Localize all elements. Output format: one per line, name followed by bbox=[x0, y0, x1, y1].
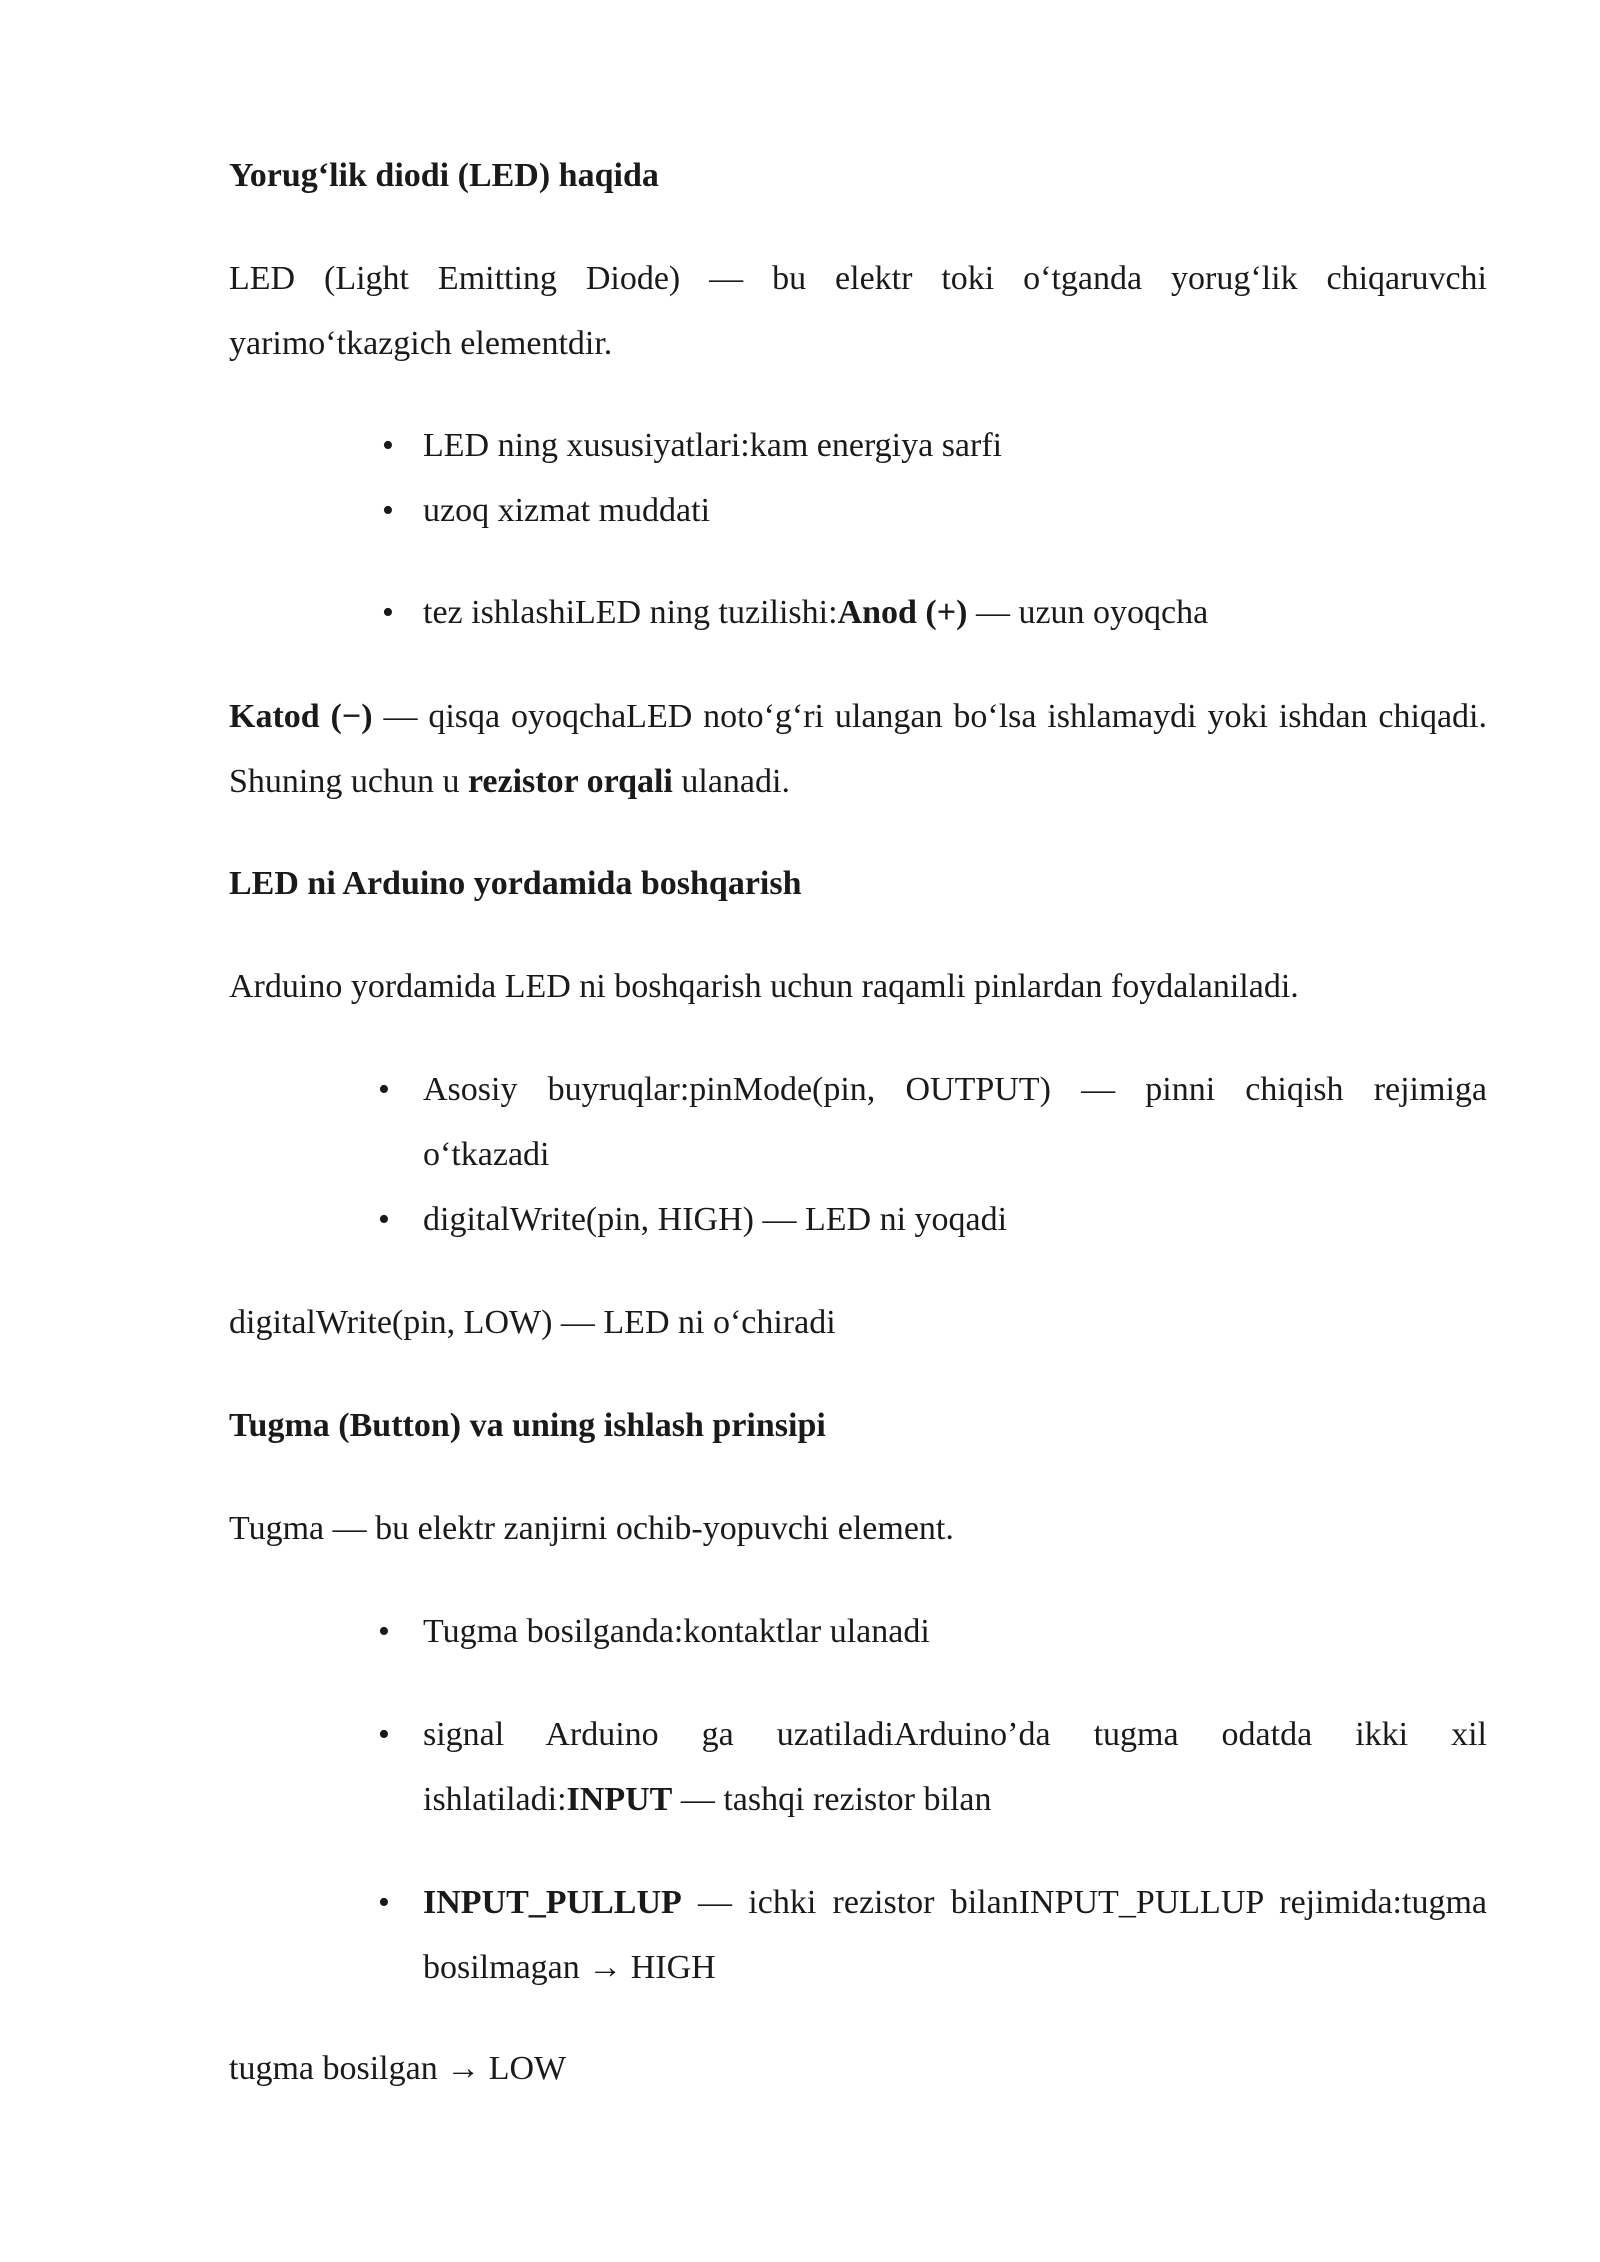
input-pullup-label: INPUT_PULLUP bbox=[423, 1884, 682, 1921]
digital-write-low: digitalWrite(pin, LOW) — LED ni o‘chiradi bbox=[229, 1304, 836, 1341]
list-item-text: — uzun oyoqcha bbox=[967, 594, 1209, 631]
katod-paragraph bbox=[229, 684, 1487, 814]
bullet-icon: • bbox=[378, 1071, 390, 1108]
list-item-text: digitalWrite(pin, HIGH) — LED ni yoqadi bbox=[423, 1201, 1008, 1238]
button-heading: Tugma (Button) va uning ishlash prinsipi bbox=[229, 1407, 826, 1444]
led-properties-list bbox=[382, 413, 1487, 645]
list-item bbox=[382, 580, 1487, 645]
button-list bbox=[378, 1599, 1487, 2000]
bullet-icon: • bbox=[382, 427, 394, 464]
list-item-text: uzoq xizmat muddati bbox=[423, 492, 711, 529]
list-item-text: signal Arduino ga uzatiladiArduino’da tugma odatda ikki xil ishlatiladi: bbox=[423, 1716, 1487, 1818]
arduino-intro-paragraph: Arduino yordamida LED ni boshqarish uchun raqamli pinlardan foydalaniladi. bbox=[229, 968, 1299, 1005]
list-item bbox=[378, 1702, 1487, 1832]
list-item bbox=[378, 1057, 1487, 1187]
list-item-text: — ichki rezistor bilanINPUT_PULLUP rejimida:tugma bosilmagan → HIGH bbox=[423, 1884, 1487, 1986]
bullet-icon: • bbox=[378, 1613, 390, 1650]
bullet-icon: • bbox=[382, 492, 394, 529]
list-item-text: tez ishlashiLED ning tuzilishi: bbox=[423, 594, 838, 631]
led-heading: Yorug‘lik diodi (LED) haqida bbox=[229, 157, 659, 194]
anode-label: Anod (+) bbox=[837, 594, 968, 631]
bullet-icon: • bbox=[378, 1201, 390, 1238]
list-item bbox=[378, 1599, 1487, 1664]
bullet-icon: • bbox=[378, 1884, 390, 1921]
input-mode-label: INPUT bbox=[566, 1781, 673, 1818]
katod-text: — qisqa oyoqchaLED noto‘g‘ri ulangan bo‘lsa ishlamaydi yoki ishdan chiqadi. Shuning uchun u bbox=[229, 698, 1487, 800]
list-item bbox=[382, 478, 1487, 543]
led-intro-paragraph: LED (Light Emitting Diode) — bu elektr toki o‘tganda yorug‘lik chiqaruvchi yarimo‘tkazgich elementdir. bbox=[229, 260, 1487, 362]
button-intro-paragraph: Tugma — bu elektr zanjirni ochib-yopuvchi element. bbox=[229, 1510, 954, 1547]
bullet-icon: • bbox=[382, 594, 394, 631]
list-item-text: — tashqi rezistor bilan bbox=[672, 1781, 992, 1818]
katod-text-end: ulanadi. bbox=[672, 763, 790, 800]
rezistor-emphasis: rezistor orqali bbox=[467, 763, 673, 800]
list-item bbox=[382, 413, 1487, 478]
bullet-icon: • bbox=[378, 1716, 390, 1753]
button-pressed-low: tugma bosilgan → LOW bbox=[229, 2050, 567, 2087]
list-item bbox=[378, 1870, 1487, 2000]
arduino-commands-list bbox=[378, 1057, 1487, 1252]
list-item bbox=[378, 1187, 1487, 1252]
list-item-text: LED ning xususiyatlari:kam energiya sarfi bbox=[423, 427, 1003, 464]
arduino-heading: LED ni Arduino yordamida boshqarish bbox=[229, 865, 802, 902]
list-item-text: Asosiy buyruqlar:pinMode(pin, OUTPUT) — pinni chiqish rejimiga o‘tkazadi bbox=[423, 1071, 1487, 1173]
katod-label: Katod (−) bbox=[229, 698, 373, 735]
list-item-text: Tugma bosilganda:kontaktlar ulanadi bbox=[423, 1613, 930, 1650]
